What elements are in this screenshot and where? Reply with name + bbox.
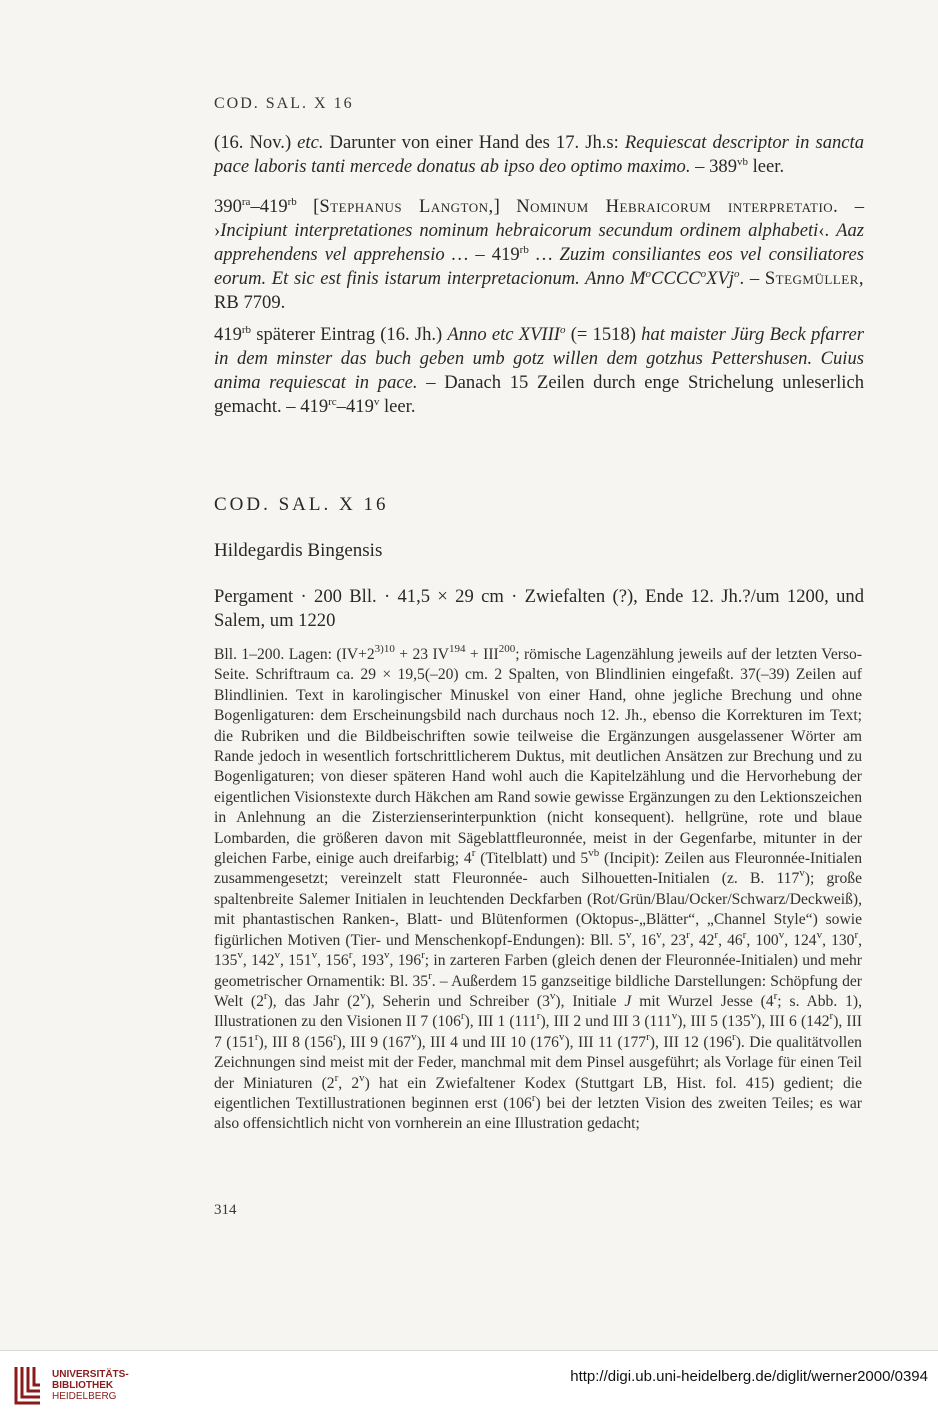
text: ‹.	[818, 220, 837, 241]
text: RB 7709.	[214, 292, 286, 313]
text: – ›	[214, 196, 864, 241]
summary-line: Pergament · 200 Bll. · 41,5 × 29 cm · Zwiefalten (?), Ende 12. Jh.?/um 1200, und Salem, um 1220	[214, 586, 864, 631]
superscript: rb	[519, 244, 529, 256]
superscript: r	[348, 949, 353, 962]
text: ), III 11 (177	[564, 1033, 647, 1051]
superscript: r	[854, 928, 859, 941]
superscript: rc	[328, 396, 337, 408]
superscript: v	[311, 949, 318, 962]
superscript: v	[671, 1010, 678, 1023]
text: ; s. Abb. 1), Illustrationen zu den Visionen II 7 (106	[214, 992, 862, 1031]
superscript: vb	[736, 156, 748, 168]
superscript: rb	[241, 324, 252, 336]
superscript: r	[460, 1010, 465, 1023]
superscript: r	[829, 1010, 834, 1023]
text: leer.	[379, 396, 416, 417]
superscript: r	[686, 928, 690, 941]
superscript: 3)10	[374, 643, 395, 655]
library-logo-icon	[12, 1363, 44, 1407]
text: Bll. 1–200. Lagen: (IV+2	[214, 646, 375, 663]
text: + 23 IV	[394, 646, 449, 663]
text: , 100	[746, 931, 779, 949]
text: XVj	[706, 268, 735, 289]
superscript: ra	[241, 196, 251, 208]
author-name: Stephanus Langton,	[319, 196, 494, 217]
text: 390	[214, 196, 242, 217]
superscript: r	[732, 1030, 736, 1043]
work-title-small-caps: Nominum Hebraicorum interpretatio.	[516, 196, 839, 217]
text: Anno etc XVIII	[447, 324, 560, 345]
text: [	[296, 196, 320, 217]
superscript: o	[734, 268, 740, 280]
superscript: r	[536, 1010, 541, 1023]
superscript: vb	[588, 847, 600, 860]
logo-line-1: UNIVERSITÄTS-	[52, 1368, 129, 1380]
superscript: v	[384, 949, 390, 962]
text: ), III 4 und III 10 (176	[416, 1033, 559, 1051]
text: , 142	[242, 952, 275, 970]
text: , 135	[214, 931, 863, 970]
text: ), III 12 (196	[649, 1033, 733, 1051]
text: , 23	[661, 931, 687, 949]
text: ). Die qualitätvollen Zeichnungen sind meist mit der Feder, manchmal mit dem Pinsel ausgeführt; als Vorlage für einen Teil der Miniaturen (2	[214, 1033, 862, 1092]
superscript: r	[531, 1091, 536, 1104]
superscript: v	[778, 928, 785, 941]
text: –419	[336, 396, 374, 417]
text: ) bei der letzten Vision des zweiten Teiles; es war also offensichtlich nicht von vornherein an eine Illustration gedacht;	[214, 1094, 862, 1133]
superscript: v	[816, 928, 823, 941]
superscript: v	[360, 989, 366, 1002]
codex-summary	[214, 585, 864, 633]
text: ), III 1 (111	[464, 1013, 537, 1031]
superscript: v	[359, 1071, 365, 1084]
text: , 193	[352, 952, 384, 970]
superscript: r	[254, 1030, 259, 1043]
text: ), III 7 (151	[214, 1013, 862, 1051]
superscript: r	[646, 1030, 650, 1043]
running-head: COD. SAL. X 16	[214, 95, 354, 112]
text: ), III 5 (135	[677, 1013, 751, 1031]
text: , 42	[689, 931, 715, 949]
text: Requiescat descriptor in sancta pace laboris tanti mercede donatus ab ipso deo optimo maximo.	[214, 132, 865, 177]
text: Darunter von einer Hand des 17. Jh.s:	[323, 132, 625, 153]
text: –419	[250, 196, 288, 217]
superscript: r	[334, 1071, 339, 1084]
superscript: r	[421, 949, 425, 962]
superscript: v	[656, 928, 662, 941]
text: ), Seherin und Schreiber (3	[365, 992, 550, 1010]
text: (Incipit): Zeilen aus Fleuronnée-Initialen zusammengesetzt; vereinzelt statt Fleuronnée- auch Silhouetten-Initialen (z. B. 117	[214, 850, 863, 888]
text	[529, 244, 536, 265]
superscript: v	[558, 1030, 565, 1043]
viewer-footer	[0, 1350, 938, 1420]
text: 419	[214, 324, 242, 345]
superscript: r	[714, 928, 719, 941]
text: späterer Eintrag (16. Jh.)	[251, 324, 448, 345]
superscript: v	[549, 989, 556, 1002]
text: , 46	[718, 931, 743, 949]
superscript: o	[645, 268, 652, 280]
explicit: … Zuzim consiliantes eos vel consiliatores eorum. Et sic est finis istarum interpretacionum. Anno M	[214, 244, 865, 289]
text: . – Außerdem 15 ganzseitige bildliche Darstellungen: Schöpfung der Welt (2	[214, 972, 862, 1010]
text: ) hat ein Zwiefaltener Kodex (Stuttgart LB, Hist. fol. 415) gedient; die eigentlichen Textillustrationen beginnen erst (106	[214, 1074, 862, 1112]
text: , 196	[389, 952, 422, 970]
text: , 130	[822, 931, 855, 949]
superscript: v	[237, 949, 243, 962]
text: – Danach 15 Zeilen durch enge Strichelung unleserlich gemacht. – 419	[214, 372, 864, 417]
prev-entry-paragraph-2	[214, 195, 864, 315]
text: , 16	[631, 931, 657, 949]
superscript: v	[274, 949, 280, 962]
text: CCCC	[651, 268, 701, 289]
text: – 389	[690, 156, 737, 177]
superscript: r	[471, 847, 476, 860]
superscript: 200	[498, 643, 516, 655]
text: ; römische Lagenzählung jeweils auf der letzten Verso-Seite. Schriftraum ca. 29 × 19,5(–20) cm. 2 Spalten, von Blindlinien eingefaßt. 37(–39) Zeilen auf Blindlinien. Text in karolingischer Minuskel von einer Hand, ohne jegliche Brechung und ohne Bogenligaturen: dem Erscheinungsbild nach durchaus noch 12. Jh., ebenso die Korrekturen im Text; die Rubriken und die Bildbeischriften sowie teilweise die Ergänzungen ausgelassener Wörter am Rande jedoch in wesentlich fortschrittlicherem Duktus, mit deutlichen Ansätzen zur Brechung und zu Bogenligaturen; von dieser späteren Hand wohl auch die Kapitelzählung und die Hervorhebung der eigentlichen Visionstexte durch Häkchen am Rand sowie gewisse Ergänzungen zu den Lektionszeichen in Anlehnung an die Zisterzienserinterpunktion (nicht konsequent). hellgrüne, rote und blaue Lombarden, die größeren davon mit Sägeblattfleuronnée, meist in der Gegenfarbe, mitunter in der gleichen Farbe, einige auch dreifarbig; 4	[214, 646, 863, 868]
superscript: v	[750, 1010, 757, 1023]
text: ), III 6 (142	[756, 1013, 830, 1031]
text: ); große spaltenbreite Salemer Initialen in leuchtenden Deckfarben (Rot/Grün/Blau/Ocker/Schwarz/Deckweiß), mit phantastischen Ranken-, Blatt- und Blütenformen (Oktopus-„Blätter“, „Channel Style“) sowie figürlichen Motiven (Tier- und Menschenkopf-Endungen): Bll. 5	[214, 870, 862, 949]
text: , 2	[338, 1074, 360, 1092]
text: – 419	[468, 244, 520, 265]
text: ), Initiale	[555, 992, 625, 1010]
superscript: r	[428, 969, 432, 982]
text: ), III 8 (156	[258, 1033, 333, 1051]
superscript: rb	[287, 196, 297, 208]
text: , 124	[784, 931, 817, 949]
reference-author: Stegmüller,	[764, 268, 865, 289]
incipit: Incipiunt interpretationes nominum hebraicorum secundum ordinem alphabeti	[220, 220, 819, 241]
prev-entry-paragraph-3	[214, 323, 864, 419]
text: , 151	[280, 952, 312, 970]
superscript: v	[373, 396, 380, 408]
text: (Titelblatt) und 5	[475, 850, 589, 868]
text: , 156	[317, 952, 349, 970]
text: . –	[739, 268, 765, 289]
text: ), III 9 (167	[336, 1033, 412, 1051]
text: ; in zarteren Farben (gleich denen der Fleuronnée-Initialen) und mehr geometrischer Ornamentik: Bl. 35	[214, 952, 862, 990]
logo-line-3: HEIDELBERG	[52, 1390, 117, 1402]
text: etc.	[297, 132, 324, 153]
superscript: o	[700, 268, 707, 280]
text: ), III 2 und III 3 (111	[540, 1013, 672, 1031]
work-title: Hildegardis Bingensis	[214, 540, 383, 561]
prev-entry-paragraph-1	[214, 131, 864, 179]
permalink-url[interactable]: http://digi.ub.uni-heidelberg.de/diglit/werner2000/0394	[570, 1368, 928, 1385]
text: (= 1518)	[565, 324, 642, 345]
text: (16. Nov.)	[214, 132, 298, 153]
text: hat maister Jürg Beck pfarrer in dem minster das buch geben umb gotz willen dem gotzhus Pettershusen. Cuius anima requiescat in pace.	[214, 324, 864, 393]
codex-heading: COD. SAL. X 16	[214, 494, 389, 515]
superscript: r	[332, 1030, 337, 1043]
text: + III	[465, 646, 499, 663]
text: leer.	[747, 156, 785, 177]
codex-description	[214, 645, 862, 1135]
library-logo[interactable]	[12, 1363, 129, 1407]
superscript: v	[799, 867, 805, 880]
text: J	[624, 992, 632, 1010]
text: ), das Jahr (2	[267, 992, 361, 1010]
superscript: r	[263, 989, 268, 1002]
superscript: o	[560, 324, 566, 336]
superscript: r	[742, 928, 747, 941]
page-number: 314	[214, 1202, 237, 1218]
superscript: r	[773, 989, 778, 1002]
superscript: v	[626, 928, 632, 941]
logo-line-2: BIBLIOTHEK	[52, 1379, 114, 1391]
superscript: 194	[448, 643, 466, 655]
text: mit Wurzel Jesse (4	[631, 992, 774, 1010]
superscript: v	[411, 1030, 417, 1043]
text: Aaz apprehendens vel apprehensio …	[214, 220, 864, 265]
text: ]	[493, 196, 517, 217]
